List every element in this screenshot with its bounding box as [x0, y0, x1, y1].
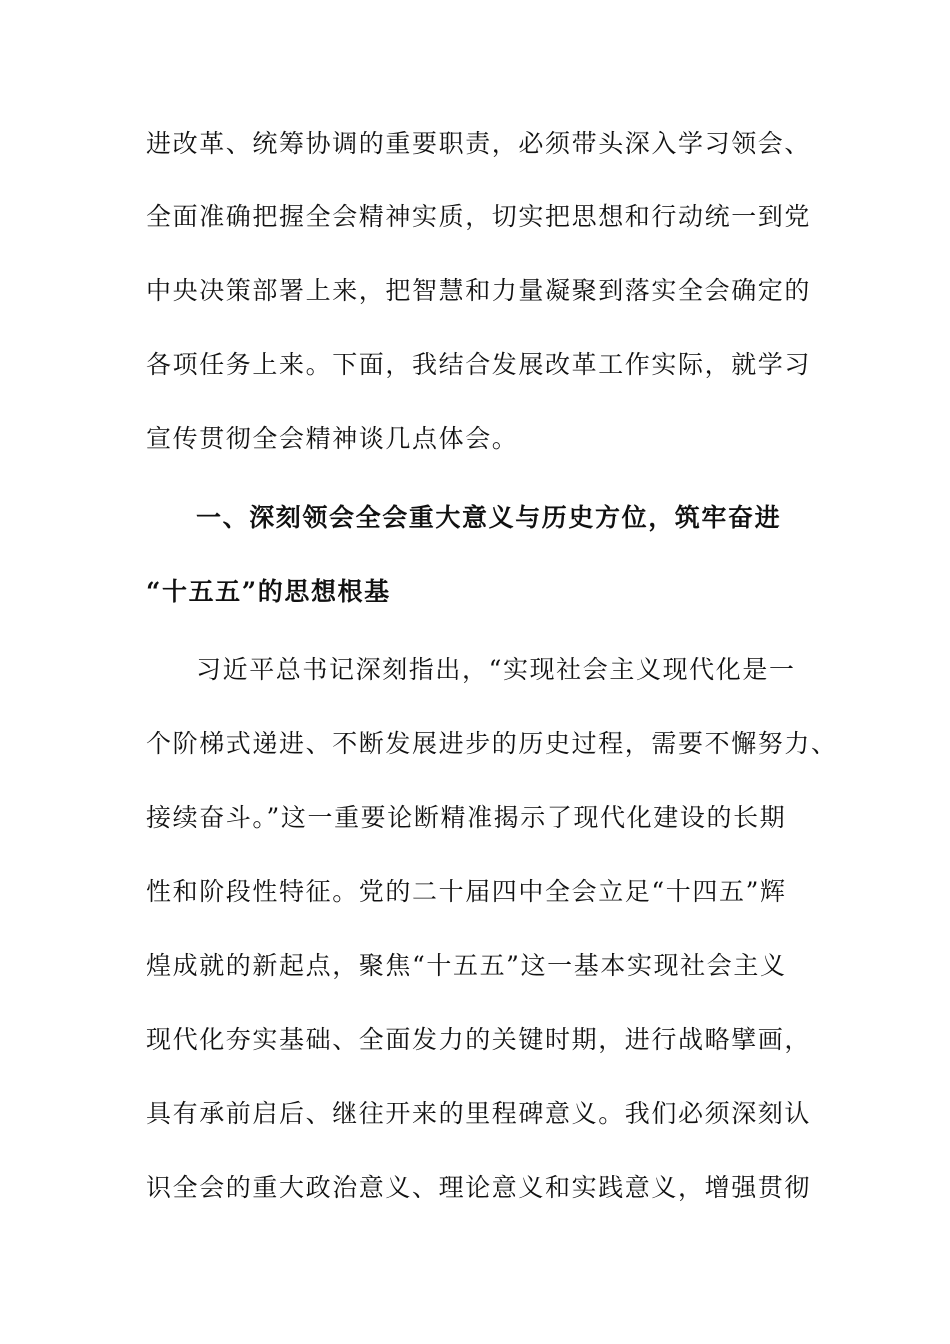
body-text-line: 接续奋斗。”这一重要论断精准揭示了现代化建设的长期 [146, 803, 787, 832]
body-text-line: 进改革、统筹协调的重要职责，必须带头深入学习领会、 [146, 129, 812, 158]
section-heading-line: “十五五”的思想根基 [146, 577, 391, 606]
body-text-line: 中央决策部署上来，把智慧和力量凝聚到落实全会确定的 [146, 276, 812, 305]
body-text-line: 现代化夯实基础、全面发力的关键时期，进行战略擘画， [146, 1025, 812, 1054]
body-text-line: 各项任务上来。下面，我结合发展改革工作实际，就学习 [146, 350, 812, 379]
body-text-line: 识全会的重大政治意义、理论意义和实践意义，增强贯彻 [146, 1173, 812, 1202]
body-text-line: 具有承前启后、继往开来的里程碑意义。我们必须深刻认 [146, 1099, 812, 1128]
body-text-line: 煌成就的新起点，聚焦“十五五”这一基本实现社会主义 [146, 951, 787, 980]
body-text-line: 全面准确把握全会精神实质，切实把思想和行动统一到党 [146, 202, 812, 231]
body-text-line: 习近平总书记深刻指出，“实现社会主义现代化是一 [196, 655, 796, 684]
body-text-line: 宣传贯彻全会精神谈几点体会。 [146, 424, 519, 453]
body-text-line: 性和阶段性特征。党的二十届四中全会立足“十四五”辉 [146, 877, 787, 906]
body-text-line: 个阶梯式递进、不断发展进步的历史过程，需要不懈努力、 [146, 729, 838, 758]
section-heading-line: 一、深刻领会全会重大意义与历史方位，筑牢奋进 [196, 503, 782, 532]
